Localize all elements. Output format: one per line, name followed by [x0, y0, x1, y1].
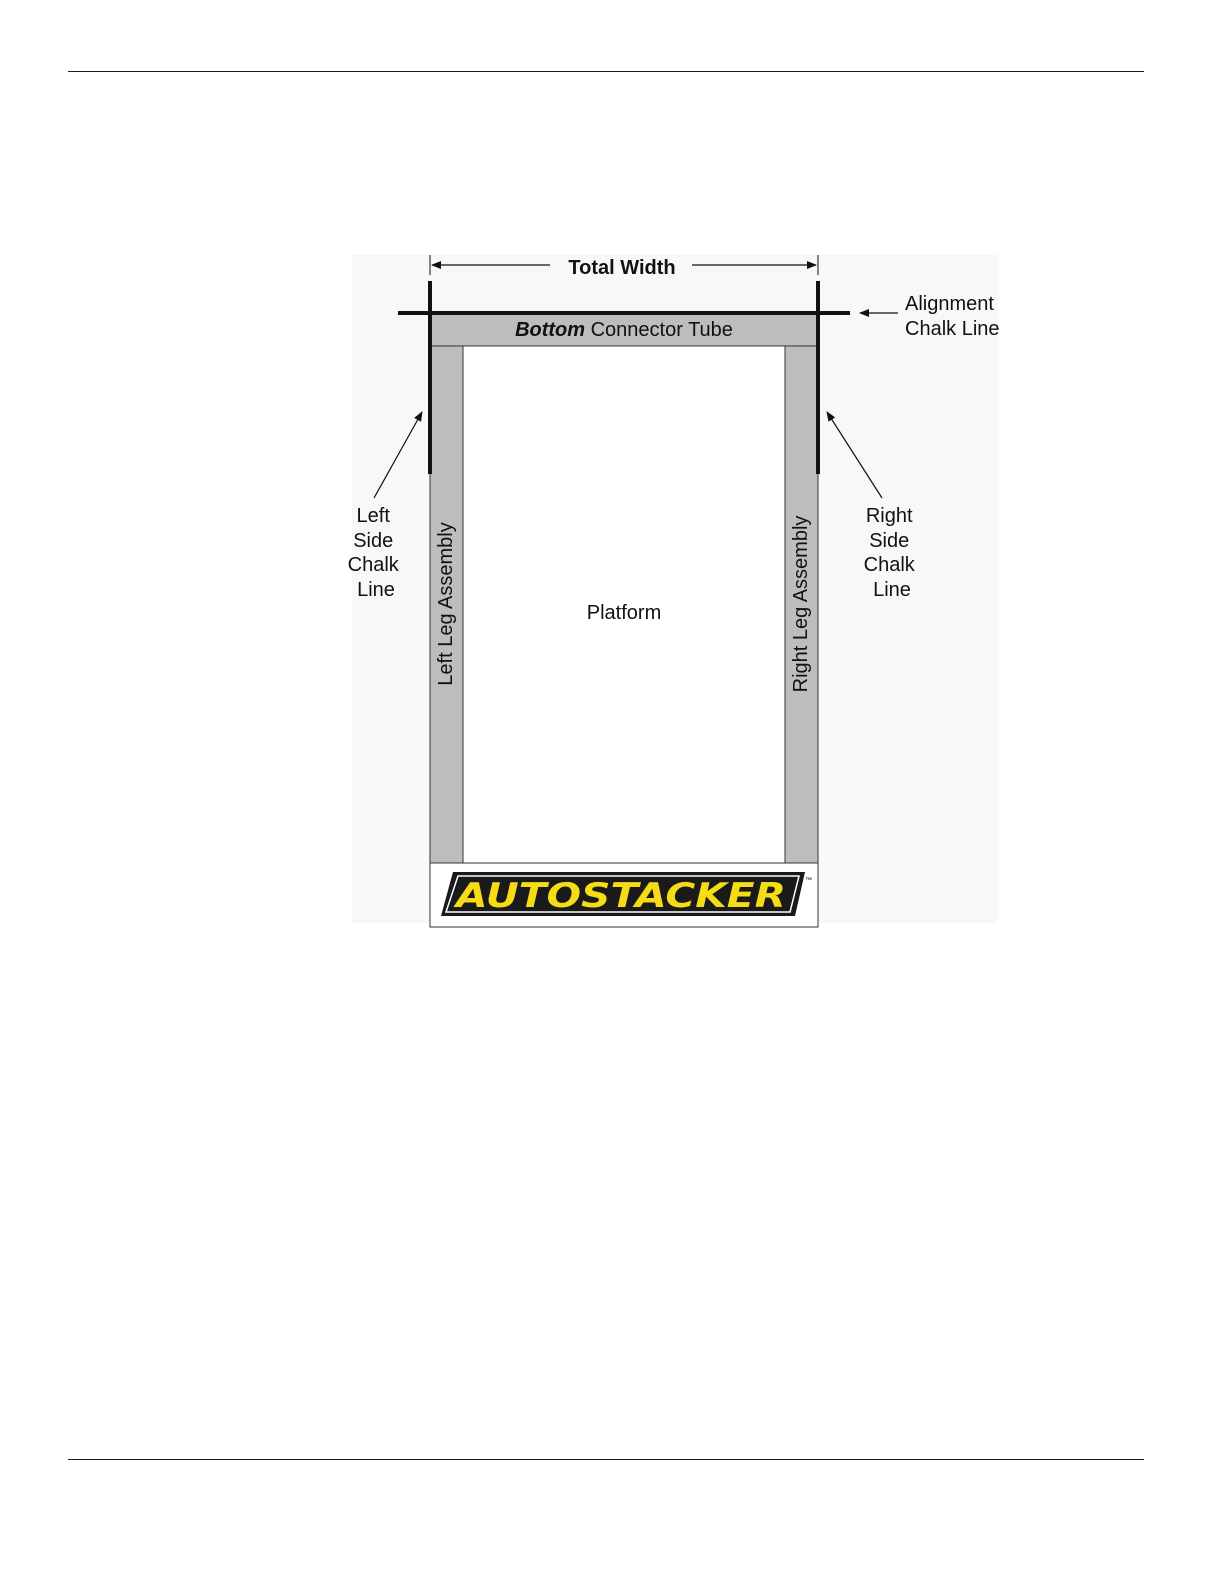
logo-trademark: ™ [805, 877, 812, 884]
bottom-connector-tube-rest: Connector Tube [585, 319, 733, 341]
left-chalk-label-line2: Side [353, 530, 394, 552]
left-chalk-label-line4: Line [357, 579, 395, 601]
right-chalk-label-line1: Right [865, 505, 913, 527]
right-leg-label: Right Leg Assembly [790, 515, 812, 693]
logo-text: AUTOSTACKER [452, 876, 786, 916]
right-chalk-label-line3: Chalk [863, 554, 915, 576]
bottom-connector-tube-emphasis: Bottom [515, 319, 586, 341]
left-chalk-label-line3: Chalk [347, 554, 399, 576]
platform-label: Platform [586, 602, 662, 624]
bottom-connector-tube-label [515, 319, 733, 341]
left-chalk-label-line1: Left [356, 505, 390, 527]
alignment-chalk-label-line1: Alignment [905, 293, 994, 315]
right-chalk-label-line4: Line [873, 579, 911, 601]
alignment-chalk-label-line2: Chalk Line [905, 318, 1000, 340]
left-leg-label: Left Leg Assembly [435, 522, 457, 686]
total-width-label: Total Width [568, 257, 676, 279]
right-chalk-label-line2: Side [869, 530, 910, 552]
